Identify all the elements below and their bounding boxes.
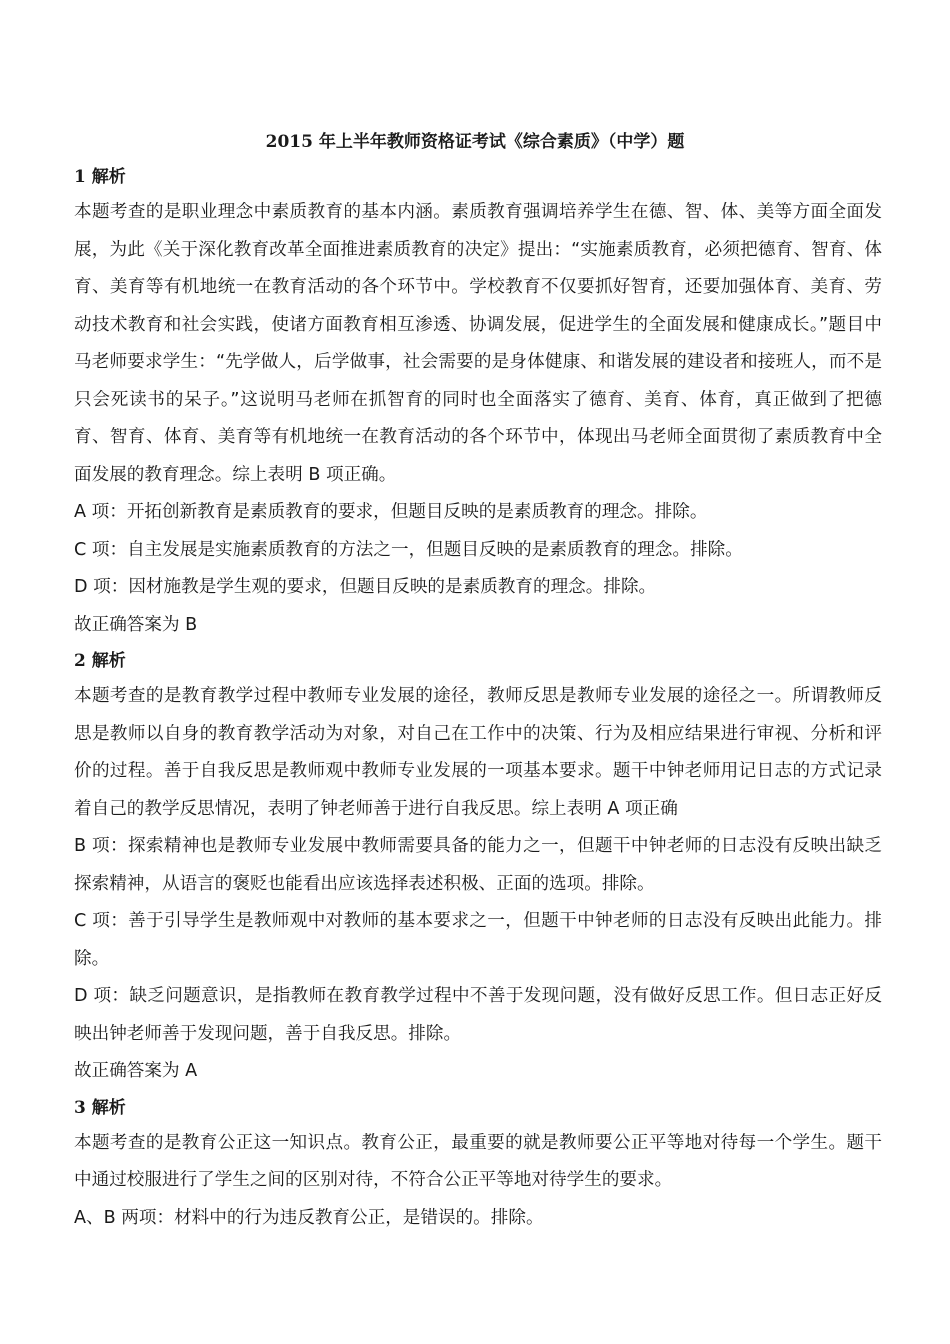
paragraph: 本题考查的是教育教学过程中教师专业发展的途径，教师反思是教师专业发展的途径之一。所谓教师反思是教师以自身的教育教学活动为对象，对自己在工作中的决策、行为及相应结果进行审视、分析和评价的过程。善于自我反思是教师观中教师专业发展的一项基本要求。题干中钟老师用记日志的方式记录着自己的教学反思情况，表明了钟老师善于进行自我反思。综上表明 A 项正确: [74, 686, 882, 819]
answer-line: 故正确答案为 A: [74, 1061, 198, 1081]
paragraph: D 项：因材施教是学生观的要求，但题目反映的是素质教育的理念。排除。: [74, 577, 657, 597]
section-2: [74, 648, 882, 1091]
section-heading: 1 解析: [74, 167, 126, 187]
section-heading: 3 解析: [74, 1097, 126, 1118]
section-1: [74, 164, 882, 644]
paragraph: C 项：自主发展是实施素质教育的方法之一，但题目反映的是素质教育的理念。排除。: [74, 539, 743, 560]
paragraph: B 项：探索精神也是教师专业发展中教师需要具备的能力之一，但题干中钟老师的日志没有反映出缺乏探索精神，从语言的褒贬也能看出应该选择表述积极、正面的选项。排除。: [74, 836, 882, 894]
paragraph: 本题考查的是教育公正这一知识点。教育公正，最重要的就是教师要公正平等地对待每一个学生。题干中通过校服进行了学生之间的区别对待，不符合公正平等地对待学生的要求。: [74, 1132, 882, 1190]
paragraph: 本题考查的是职业理念中素质教育的基本内涵。素质教育强调培养学生在德、智、体、美等方面全面发展，为此《关于深化教育改革全面推进素质教育的决定》提出：“实施素质教育，必须把德育、智育、体育、美育等有机地统一在教育活动的各个环节中。学校教育不仅要抓好智育，还要加强体育、美育、劳动技术教育和社会实践，使诸方面教育相互渗透、协调发展，促进学生的全面发展和健康成长。”题目中马老师要求学生：“先学做人，后学做事，社会需要的是身体健康、和谐发展的建设者和接班人，而不是只会死读书的呆子。”这说明马老师在抓智育的同时也全面落实了德育、美育、体育，真正做到了把德育、智育、体育、美育等有机地统一在教育活动的各个环节中，体现出马老师全面贯彻了素质教育中全面发展的教育理念。综上表明 B 项正确。: [74, 202, 882, 485]
paragraph: D 项：缺乏问题意识，是指教师在教育教学过程中不善于发现问题，没有做好反思工作。但日志正好反映出钟老师善于发现问题，善于自我反思。排除。: [74, 986, 882, 1044]
paragraph: A、B 两项：材料中的行为违反教育公正，是错误的。排除。: [74, 1207, 544, 1228]
document-body: [74, 160, 882, 1237]
paragraph: C 项：善于引导学生是教师观中对教师的基本要求之一，但题干中钟老师的日志没有反映出此能力。排除。: [74, 911, 882, 969]
document-title: 2015 年上半年教师资格证考试《综合素质》（中学）题: [265, 132, 685, 152]
section-heading: 2 解析: [74, 651, 126, 671]
paragraph: A 项：开拓创新教育是素质教育的要求，但题目反映的是素质教育的理念。排除。: [74, 502, 708, 522]
section-3: [74, 1095, 882, 1238]
answer-line: 故正确答案为 B: [74, 614, 198, 635]
